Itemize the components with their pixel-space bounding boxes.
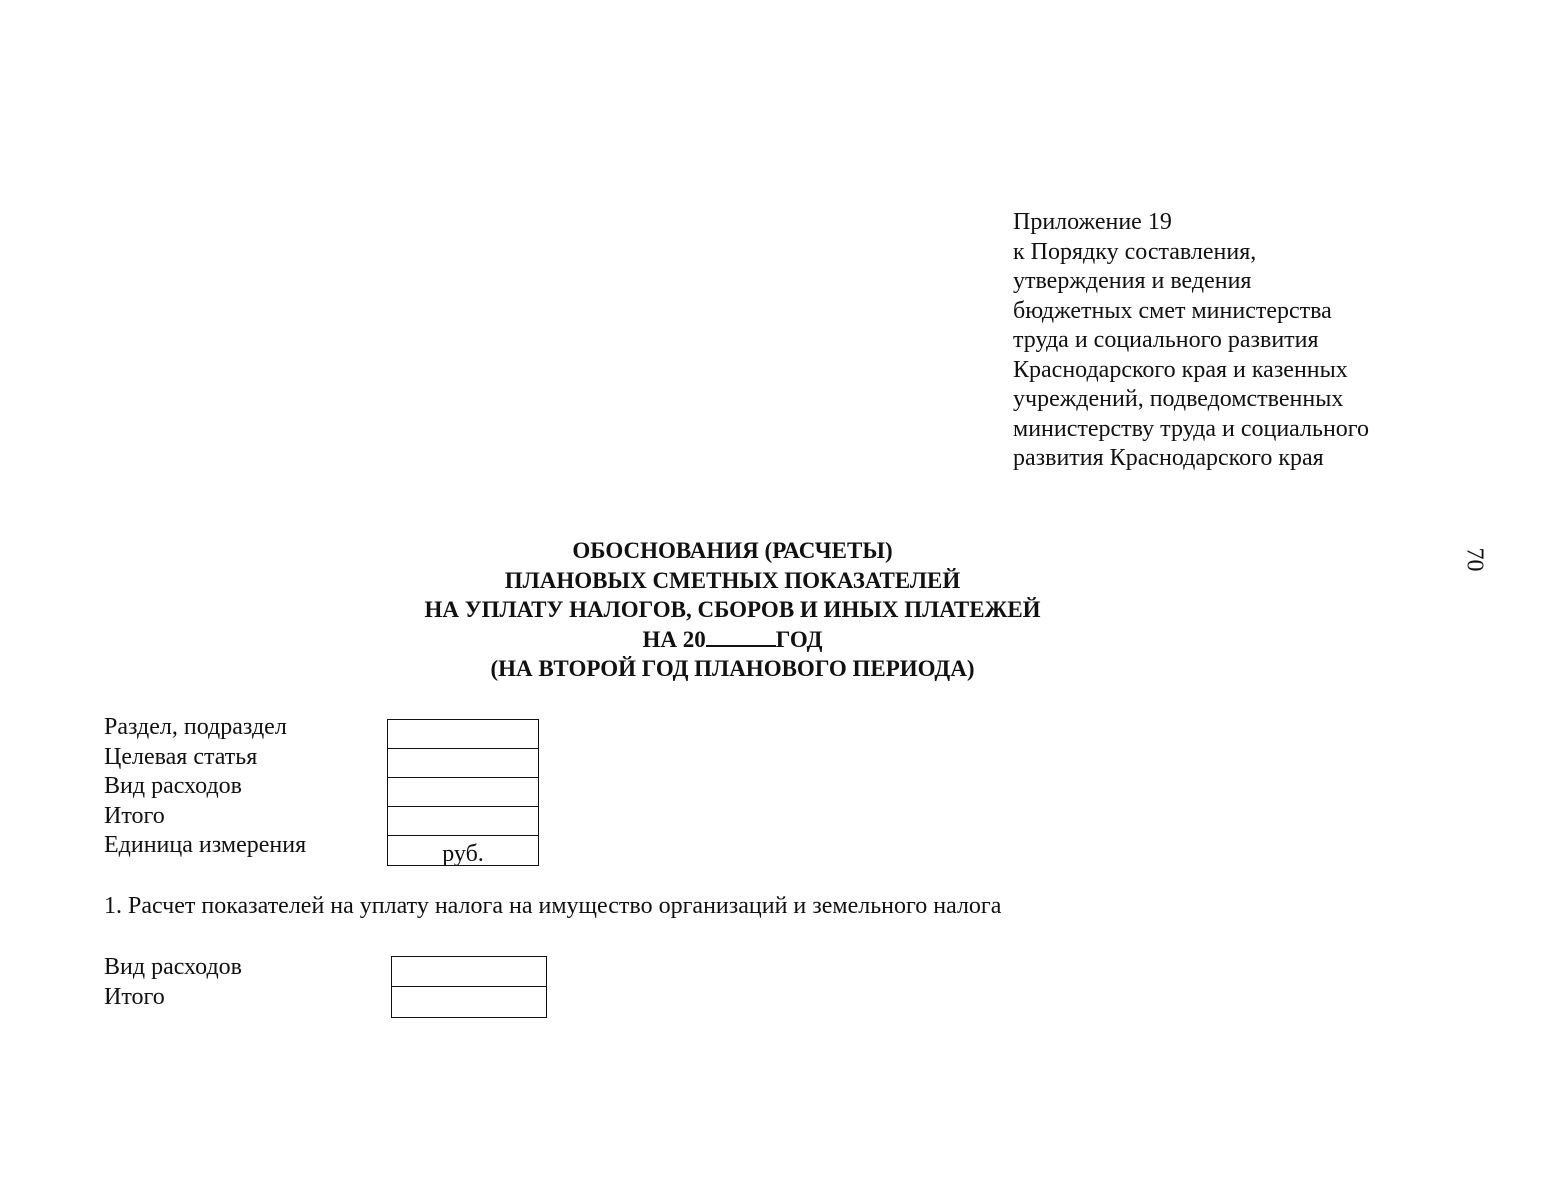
- label-section-subsection: Раздел, подраздел: [104, 714, 287, 740]
- section1-label-total: Итого: [104, 983, 165, 1010]
- label-target-article: Целевая статья: [104, 743, 258, 770]
- title-year-prefix: НА 20: [642, 626, 706, 652]
- section1-total-field[interactable]: [392, 987, 546, 1017]
- title-line: НА УПЛАТУ НАЛОГОВ, СБОРОВ И ИНЫХ ПЛАТЕЖЕЙ: [424, 597, 1041, 622]
- section-subsection-field[interactable]: [388, 720, 538, 749]
- label-expense-type: Вид расходов: [104, 773, 242, 799]
- title-line: ПЛАНОВЫХ СМЕТНЫХ ПОКАЗАТЕЛЕЙ: [504, 567, 961, 593]
- appendix-line: труда и социального развития: [1013, 327, 1319, 353]
- codes-labels: [104, 713, 306, 861]
- appendix-line: утверждения и ведения: [1013, 268, 1252, 294]
- codes-box: [387, 719, 539, 866]
- section1-expense-type-field[interactable]: [392, 957, 546, 987]
- expense-type-field[interactable]: [388, 778, 538, 807]
- appendix-line: учреждений, подведомственных: [1013, 386, 1344, 412]
- title-line: (НА ВТОРОЙ ГОД ПЛАНОВОГО ПЕРИОДА): [490, 656, 975, 681]
- total-field[interactable]: [388, 807, 538, 836]
- section1-box: [391, 956, 547, 1018]
- document-title: [0, 536, 1465, 684]
- title-year-suffix: ГОД: [775, 626, 823, 652]
- section1-label-expense-type: Вид расходов: [104, 954, 242, 980]
- label-unit: Единица измерения: [104, 832, 307, 858]
- section1-heading: 1. Расчет показателей на уплату налога на имущество организаций и земельного налога: [104, 893, 1002, 919]
- section1-labels: [104, 953, 242, 1012]
- page-number: 70: [1461, 547, 1488, 572]
- label-total: Итого: [104, 802, 165, 829]
- appendix-line: к Порядку составления,: [1013, 238, 1257, 265]
- appendix-line: Краснодарского края и казенных: [1013, 356, 1348, 383]
- appendix-line: бюджетных смет министерства: [1013, 297, 1332, 324]
- target-article-field[interactable]: [388, 749, 538, 778]
- appendix-line: развития Краснодарского края: [1013, 445, 1324, 471]
- title-year-line: [0, 625, 1465, 655]
- title-line: ОБОСНОВАНИЯ (РАСЧЕТЫ): [572, 538, 893, 563]
- unit-field[interactable]: руб.: [442, 841, 484, 867]
- appendix-line: Приложение 19: [1013, 209, 1172, 235]
- appendix-line: министерству труда и социального: [1013, 415, 1370, 442]
- year-blank-field[interactable]: [706, 627, 776, 647]
- appendix-block: [1013, 208, 1369, 474]
